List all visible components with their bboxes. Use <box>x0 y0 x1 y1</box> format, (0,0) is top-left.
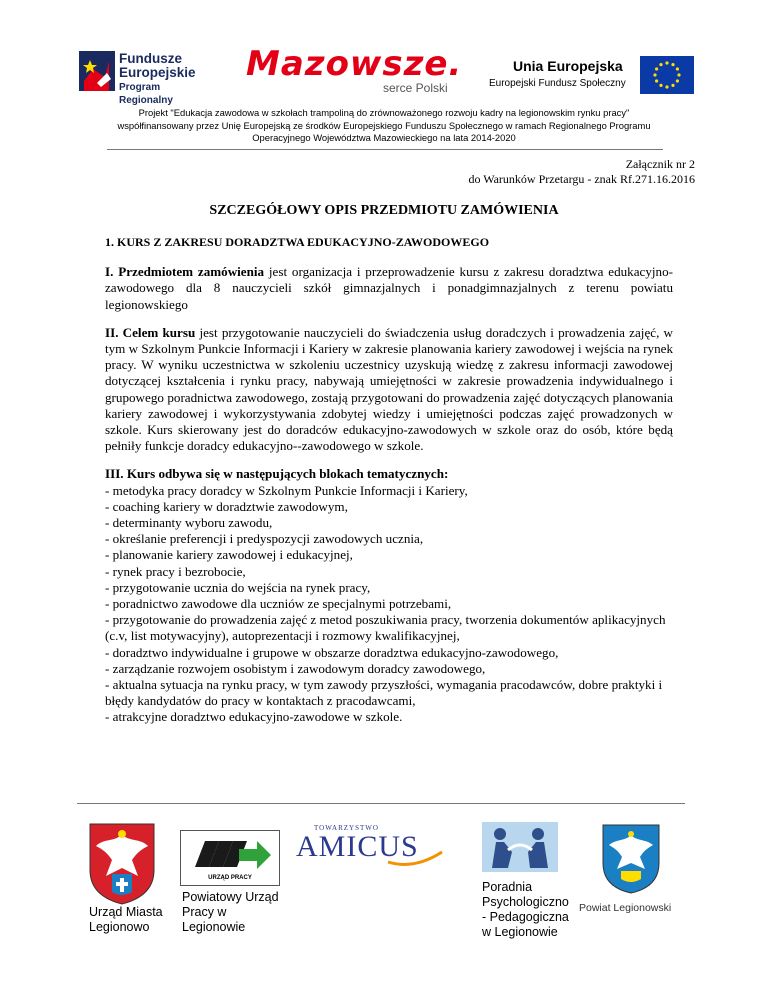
list-item: - zarządzanie rozwojem osobistym i zawodowym doradcy zawodowego, <box>105 660 486 676</box>
amicus-wordmark: AMICUS <box>296 830 419 863</box>
fe-name-line1: Fundusze <box>119 51 182 66</box>
pup-arrows-icon <box>189 835 273 873</box>
list-item: - doradztwo indywidualne i grupowe w obszarze doradztwa edukacyjno-zawodowego, <box>105 644 559 660</box>
list-item: - atrakcyjne doradztwo edukacyjno-zawodowe w szkole. <box>105 709 403 725</box>
paragraph-subject <box>105 264 673 313</box>
amicus-logo <box>296 824 446 870</box>
list-item: - determinanty wyboru zawodu, <box>105 515 273 531</box>
amicus-swoosh-icon <box>386 850 444 868</box>
pup-caption <box>182 890 279 935</box>
list-item: - poradnictwo zawodowe dla uczniów ze specjalnymi potrzebami, <box>105 596 452 612</box>
project-info <box>0 107 768 145</box>
caption-line: Powiatowy Urząd <box>182 890 279 904</box>
fe-name-line2: Europejskie <box>119 65 196 80</box>
eu-title: Unia Europejska <box>513 58 623 74</box>
annex-reference <box>468 157 695 187</box>
mazowsze-logo <box>242 44 463 96</box>
project-line: współfinansowany przez Unię Europejską ze środków Europejskiego Funduszu Społecznego w ramach Regionalnego Programu <box>117 119 651 131</box>
list-item: - coaching kariery w doradztwie zawodowym, <box>105 498 348 514</box>
fe-logo <box>79 51 209 106</box>
amicus-subtitle: TOWARZYSTWO <box>314 824 379 832</box>
urzad-miasta-caption <box>89 905 163 935</box>
annex-line2: do Warunków Przetargu - znak Rf.271.16.2016 <box>468 172 695 186</box>
caption-line: Legionowo <box>89 920 150 934</box>
caption-line: Pracy w <box>182 905 227 919</box>
caption-line: Legionowie <box>182 920 246 934</box>
mazowsze-tagline: serce Polski <box>383 81 448 95</box>
paragraph-label: II. Celem kursu <box>105 324 196 340</box>
topics-heading <box>105 466 673 482</box>
project-line: Operacyjnego Województwa Mazowieckiego na lata 2014-2020 <box>252 132 516 144</box>
pup-badge: URZĄD PRACY <box>208 875 252 881</box>
document-title: SZCZEGÓŁOWY OPIS PRZEDMIOTU ZAMÓWIENIA <box>209 203 559 218</box>
list-item: - przygotowanie ucznia do wejścia na rynek pracy, <box>105 579 371 595</box>
project-line: Projekt "Edukacja zawodowa w szkołach trampoliną do zrównoważonego rozwoju kadry na legionowskim rynku pracy" <box>138 107 630 118</box>
footer-divider <box>77 803 685 804</box>
paragraph-goal <box>105 325 673 455</box>
list-item: - rynek pracy i bezrobocie, <box>105 563 246 579</box>
legionowo-crest-icon <box>86 820 158 906</box>
section-heading: 1. KURS Z ZAKRESU DORADZTWA EDUKACYJNO-ZAWODOWEGO <box>105 235 490 249</box>
eu-logo <box>489 56 694 96</box>
mazowsze-wordmark: Mazowsze. <box>246 44 463 84</box>
list-item: - przygotowanie do prowadzenia zajęć z metod poszukiwania pracy, tworzenia dokumentów aplikacyjnych (c.v, list motywacyjny), autoprezentacji i rozmowy kwalifikacyjnej, <box>105 612 666 644</box>
topics-heading-text: III. Kurs odbywa się w następujących blokach tematycznych: <box>105 466 449 482</box>
fe-subtitle: Program Regionalny <box>119 82 173 106</box>
fe-flag-icon <box>79 51 115 91</box>
caption-line: Poradnia <box>482 880 533 894</box>
eu-subtitle: Europejski Fundusz Społeczny <box>489 78 626 89</box>
powiat-crest-icon <box>601 823 661 895</box>
pup-logo <box>180 830 280 886</box>
caption-line: Psychologiczno <box>482 895 569 909</box>
document-body <box>105 234 673 726</box>
caption-line: - Pedagogiczna <box>482 910 569 924</box>
poradnia-people-icon <box>482 822 558 872</box>
powiat-caption: Powiat Legionowski <box>579 902 672 914</box>
list-item: - metodyka pracy doradcy w Szkolnym Punkcie Informacji i Kariery, <box>105 482 468 498</box>
caption-line: Urząd Miasta <box>89 905 163 919</box>
caption-line: w Legionowie <box>482 925 558 939</box>
topics-list <box>105 483 673 726</box>
poradnia-caption <box>482 880 569 940</box>
list-item: - aktualna sytuacja na rynku pracy, w tym zawody przyszłości, wymagania pracodawców, dobre praktyki i błędy kandydatów do pracy w kontaktach z pracodawcami, <box>105 677 663 709</box>
paragraph-text: jest przygotowanie nauczycieli do świadczenia usług doradczych i prowadzenia zajęć, w tym w Szkolnym Punkcie Informacji i Kariery w zakresie planowania kariery zawodowej i wejścia na rynek pracy. W wyniku uczestnictwa w szkoleniu uczestnicy uzyskują wiedzę z zakresu informacji zawodowej dotyczącej kształcenia i rynku pracy, nabywają umiejętności w zakresie prowadzenia indywidualnego i grupowego poradnictwa zawodowego, zostają przygotowani do prowadzenia zajęć dotyczących planowania kariery zawodowej i wykorzystywania zdobytej wiedzy i umiejętności podczas zajęć prowadzonych w szkole. Kurs skierowany jest do doradców edukacyjno-zawodowych w szkole oraz do osób, które będą pełniły funkcje doradcy edukacyjno--zawodowego w szkole. <box>105 324 673 454</box>
list-item: - planowanie kariery zawodowej i edukacyjnej, <box>105 547 353 563</box>
eu-flag-icon <box>640 56 694 94</box>
paragraph-text: jest organizacja i przeprowadzenie kursu z zakresu doradztwa edukacyjno-zawodowego dla 8 nauczycieli szkół gimnazjalnych i ponadgimnazjalnych z terenu powiatu legionowskiego <box>105 264 673 312</box>
paragraph-label: I. Przedmiotem zamówienia <box>105 264 265 280</box>
annex-line1: Załącznik nr 2 <box>625 157 695 171</box>
header-divider <box>107 149 663 150</box>
list-item: - określanie preferencji i predyspozycji zawodowych ucznia, <box>105 531 424 547</box>
